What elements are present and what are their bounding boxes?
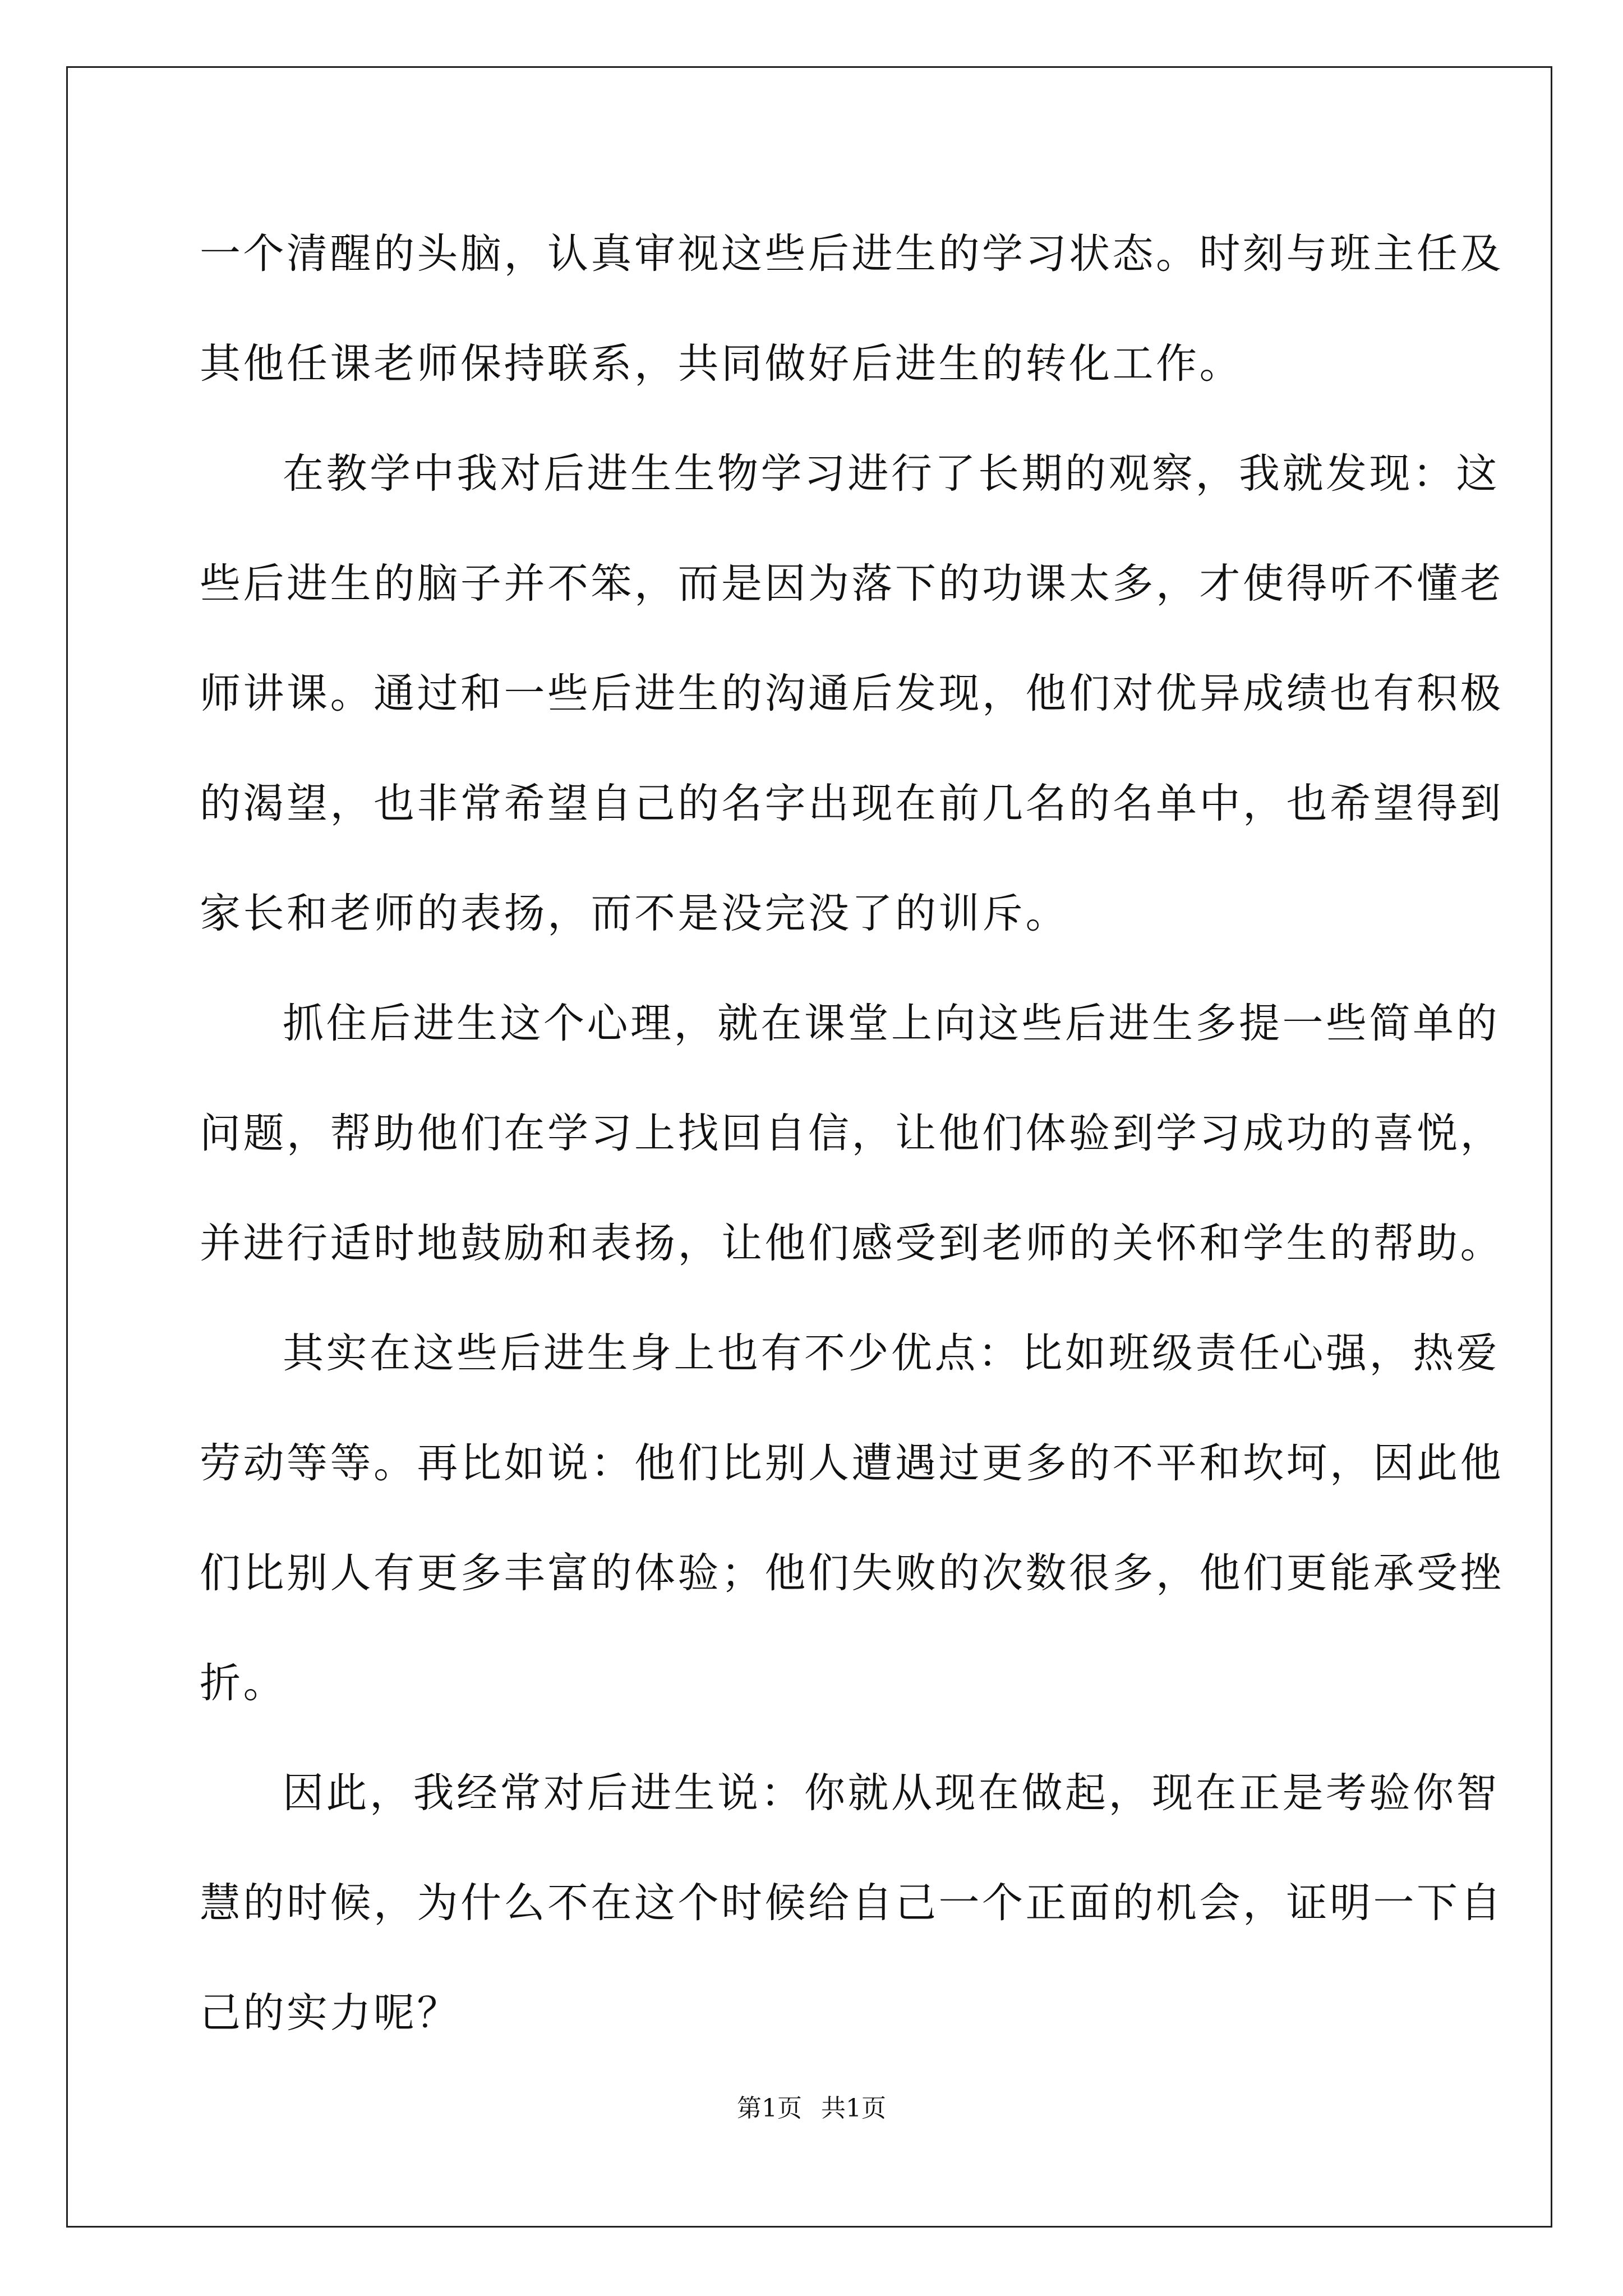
text-line: 在教学中我对后进生生物学习进行了长期的观察，我就发现：这: [283, 450, 1500, 498]
text-line: 师讲课。通过和一些后进生的沟通后发现，他们对优异成绩也有积极: [200, 670, 1504, 717]
page-number: 第1页: [737, 2094, 802, 2123]
page-footer: [0, 2088, 1623, 2124]
text-line: 其他任课老师保持联系，共同做好后进生的转化工作。: [200, 340, 1243, 388]
page-total: 共1页: [821, 2094, 886, 2123]
text-line: 折。: [200, 1659, 287, 1707]
text-line: 的渴望，也非常希望自己的名字出现在前几名的名单中，也希望得到: [200, 780, 1504, 827]
text-line: 抓住后进生这个心理，就在课堂上向这些后进生多提一些简单的: [283, 1000, 1500, 1047]
text-line: 一个清醒的头脑，认真审视这些后进生的学习状态。时刻与班主任及: [200, 230, 1504, 278]
text-line: 并进行适时地鼓励和表扬，让他们感受到老师的关怀和学生的帮助。: [200, 1220, 1504, 1267]
document-body: [200, 199, 1504, 2068]
text-line: 己的实力呢？: [200, 1989, 460, 2037]
text-line: 们比别人有更多丰富的体验；他们失败的次数很多，他们更能承受挫: [200, 1549, 1504, 1597]
text-line: 问题，帮助他们在学习上找回自信，让他们体验到学习成功的喜悦，: [200, 1110, 1504, 1157]
text-line: 因此，我经常对后进生说：你就从现在做起，现在正是考验你智: [283, 1769, 1500, 1817]
text-line: 慧的时候，为什么不在这个时候给自己一个正面的机会，证明一下自: [200, 1879, 1504, 1927]
text-line: 家长和老师的表扬，而不是没完没了的训斥。: [200, 890, 1069, 937]
text-line: 些后进生的脑子并不笨，而是因为落下的功课太多，才使得听不懂老: [200, 560, 1504, 608]
text-line: 其实在这些后进生身上也有不少优点：比如班级责任心强，热爱: [283, 1329, 1500, 1377]
text-line: 劳动等等。再比如说：他们比别人遭遇过更多的不平和坎坷，因此他: [200, 1439, 1504, 1487]
